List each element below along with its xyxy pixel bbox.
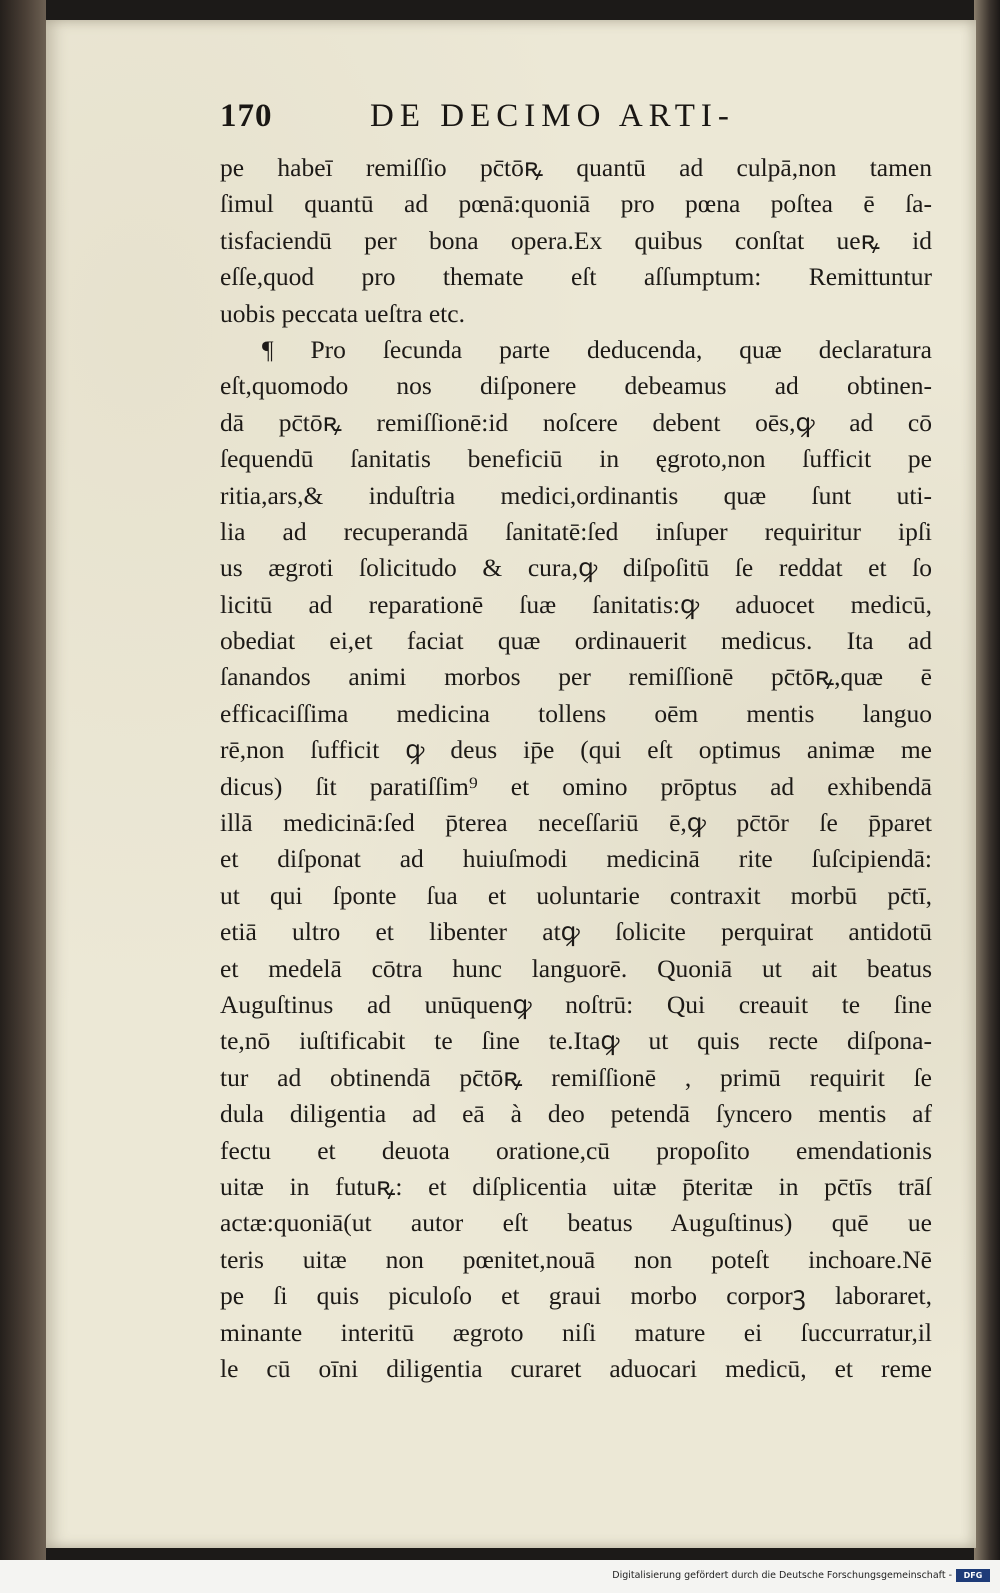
text-line: ſanandos animi morbos per remiſſionē pc̄tōꝶ,quæ ē xyxy=(220,662,932,692)
paragraph-start-line: ¶ Pro ſecunda parte deducenda, quæ declaratura xyxy=(262,334,932,364)
text-line: efficaciſſima medicina tollens oēm mentis languo xyxy=(220,698,932,728)
text-line: minante interitū ægroto niſi mature ei ſuccurratur,il xyxy=(220,1317,932,1347)
body-text xyxy=(220,150,932,1387)
text-line: ritia,ars,& induſtria medici,ordinantis quæ ſunt uti- xyxy=(220,480,932,510)
page-fore-edge xyxy=(974,0,1000,1560)
text-line: dā pc̄tōꝶ remiſſionē:id noſcere debent oēs,ꝙ ad cō xyxy=(220,407,932,437)
text-line: us ægroti ſolicitudo & cura,ꝙ diſpoſitū ſe reddat et ſo xyxy=(220,553,932,583)
text-line: obediat ei,et faciat quæ ordinauerit medicus. Ita ad xyxy=(220,626,932,656)
text-line: uitæ in futuꝶ: et diſplicentia uitæ p̄teritæ in pc̄tīs trāſ xyxy=(220,1171,932,1201)
text-line: ſimul quantū ad pœnā:quoniā pro pœna poſtea ē ſa- xyxy=(220,189,932,219)
text-line: rē,non ſufficit ꝙ deus ip̄e (qui eſt optimus animæ me xyxy=(220,735,932,765)
text-line: te,nō iuſtificabit te ſine te.Itaꝙ ut quis recte diſpona- xyxy=(220,1026,932,1056)
text-line: illā medicinā:ſed p̄terea neceſſariū ē,ꝙ pc̄tōr ſe p̄paret xyxy=(220,808,932,838)
text-line: tur ad obtinendā pc̄tōꝶ remiſſionē , primū requirit ſe xyxy=(220,1062,932,1092)
book-spine-edge xyxy=(0,0,46,1560)
text-line: Auguſtinus ad unūquenꝙ noſtrū: Qui creauit te ſine xyxy=(220,989,932,1019)
text-line: uobis peccata ueſtra etc. xyxy=(220,298,465,328)
text-line: pe ſi quis piculoſo et graui morbo corporꝫ laboraret, xyxy=(220,1281,932,1311)
text-line: eſſe,quod pro themate eſt aſſumptum: Remittuntur xyxy=(220,262,932,292)
funding-credit: Digitalisierung gefördert durch die Deutsche Forschungsgemeinschaft - xyxy=(612,1570,952,1581)
text-line: eſt,quomodo nos diſponere debeamus ad obtinen- xyxy=(220,371,932,401)
digitization-footer xyxy=(0,1568,1000,1588)
text-line: fectu et deuota oratione,cū propoſito emendationis xyxy=(220,1135,932,1165)
text-line: et diſponat ad huiuſmodi medicinā rite ſuſcipiendā: xyxy=(220,844,932,874)
text-line: teris uitæ non pœnitet,nouā non poteſt inchoare.Nē xyxy=(220,1244,932,1274)
text-line: le cū oīni diligentia curaret aduocari medicū, et reme xyxy=(220,1353,932,1383)
page-header xyxy=(220,98,800,142)
text-line: lia ad recuperandā ſanitatē:ſed inſuper requiritur ipſi xyxy=(220,516,932,546)
text-line: dula diligentia ad eā à deo petendā ſyncero mentis af xyxy=(220,1099,932,1129)
text-line: dicus) ſit paratiſſim⁹ et omino prōptus ad exhibendā xyxy=(220,771,932,801)
text-line: tisfaciendū per bona opera.Ex quibus conſtat ueꝶ id xyxy=(220,225,932,255)
text-line: actæ:quoniā(ut autor eſt beatus Auguſtinus) quē ue xyxy=(220,1208,932,1238)
text-line: pe habeī remiſſio pc̄tōꝶ quantū ad culpā,non tamen xyxy=(220,153,932,182)
dfg-logo: DFG xyxy=(956,1569,990,1582)
running-head: DE DECIMO ARTI- xyxy=(370,98,735,134)
page-number: 170 xyxy=(220,98,273,134)
text-line: licitū ad reparationē ſuæ ſanitatis:ꝙ aduocet medicū, xyxy=(220,589,932,619)
text-line: etiā ultro et libenter atꝙ ſolicite perquirat antidotū xyxy=(220,917,932,947)
text-line: et medelā cōtra hunc languorē. Quoniā ut ait beatus xyxy=(220,953,932,983)
text-line: ut qui ſponte ſua et uoluntarie contraxit morbū pc̄tī, xyxy=(220,880,932,910)
text-line: ſequendū ſanitatis beneficiū in ęgroto,non ſufficit pe xyxy=(220,444,932,474)
